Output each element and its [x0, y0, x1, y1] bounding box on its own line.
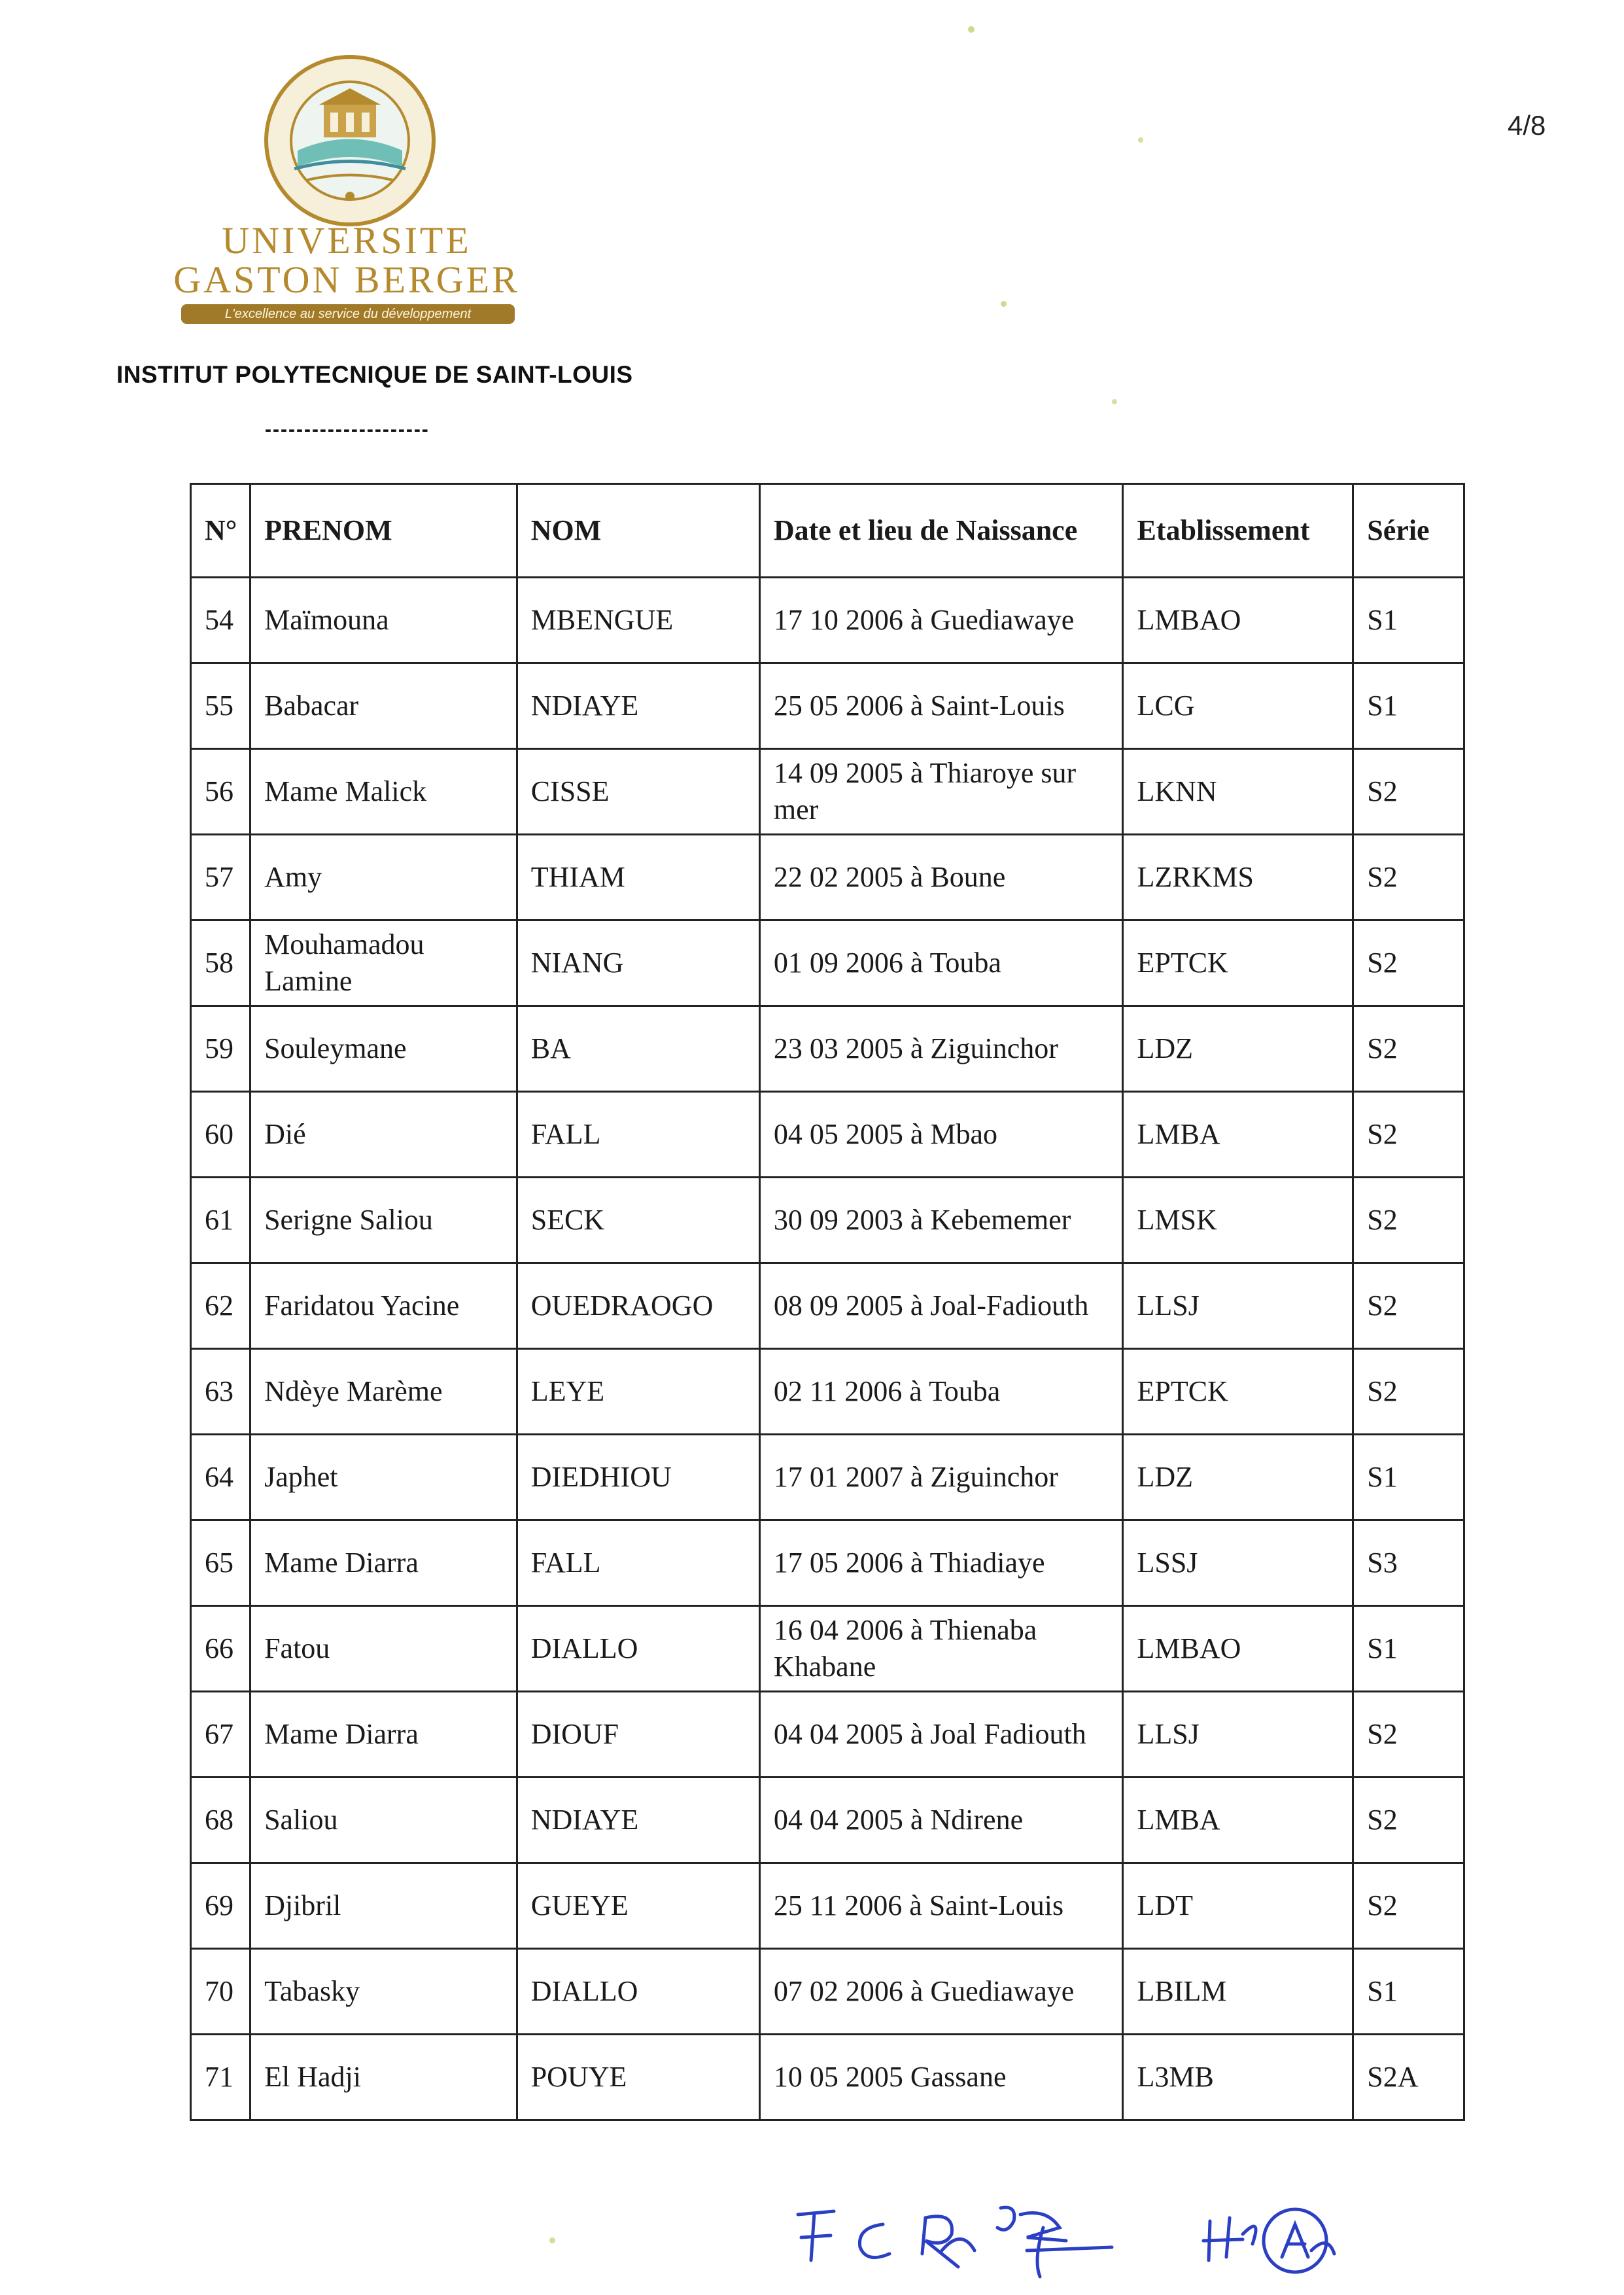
university-seal-icon — [262, 52, 438, 229]
cell-number: 57 — [191, 835, 251, 920]
cell-date-lieu-naissance: 14 09 2005 à Thiaroye sur mer — [759, 749, 1123, 835]
cell-serie: S1 — [1353, 578, 1464, 663]
scan-speck — [1001, 301, 1007, 307]
scan-speck — [1138, 137, 1143, 143]
cell-prenom: Amy — [251, 835, 517, 920]
university-logo — [173, 52, 520, 334]
handwritten-initials — [785, 2188, 1373, 2280]
cell-serie: S2 — [1353, 1263, 1464, 1349]
table-row — [191, 920, 1464, 1006]
logo-university-line-2: GASTON BERGER — [173, 258, 520, 301]
cell-number: 65 — [191, 1520, 251, 1606]
cell-date-lieu-naissance: 04 04 2005 à Joal Fadiouth — [759, 1692, 1123, 1778]
cell-etablissement: LDZ — [1123, 1006, 1353, 1092]
cell-prenom: Djibril — [251, 1863, 517, 1949]
cell-prenom: Mame Diarra — [251, 1692, 517, 1778]
cell-etablissement: LMBAO — [1123, 578, 1353, 663]
cell-nom: NDIAYE — [517, 663, 759, 749]
cell-number: 69 — [191, 1863, 251, 1949]
table-row — [191, 1435, 1464, 1520]
cell-nom: DIALLO — [517, 1949, 759, 2035]
cell-serie: S2 — [1353, 1092, 1464, 1178]
table-row — [191, 1178, 1464, 1263]
cell-etablissement: LMBA — [1123, 1778, 1353, 1863]
cell-etablissement: LLSJ — [1123, 1692, 1353, 1778]
cell-number: 56 — [191, 749, 251, 835]
cell-nom: NIANG — [517, 920, 759, 1006]
cell-serie: S3 — [1353, 1520, 1464, 1606]
student-roster-table — [190, 483, 1465, 2121]
cell-serie: S1 — [1353, 1949, 1464, 2035]
cell-date-lieu-naissance: 04 04 2005 à Ndirene — [759, 1778, 1123, 1863]
cell-date-lieu-naissance: 07 02 2006 à Guediawaye — [759, 1949, 1123, 2035]
cell-etablissement: EPTCK — [1123, 1349, 1353, 1435]
table-row — [191, 835, 1464, 920]
cell-serie: S1 — [1353, 1435, 1464, 1520]
cell-etablissement: LSSJ — [1123, 1520, 1353, 1606]
cell-prenom: Mouhamadou Lamine — [251, 920, 517, 1006]
cell-date-lieu-naissance: 17 10 2006 à Guediawaye — [759, 578, 1123, 663]
cell-etablissement: LMSK — [1123, 1178, 1353, 1263]
page-number: 4/8 — [1508, 110, 1546, 141]
table-header-row — [191, 484, 1464, 578]
cell-date-lieu-naissance: 04 05 2005 à Mbao — [759, 1092, 1123, 1178]
header-etablissement: Etablissement — [1123, 484, 1353, 578]
cell-date-lieu-naissance: 25 11 2006 à Saint-Louis — [759, 1863, 1123, 1949]
cell-date-lieu-naissance: 08 09 2005 à Joal-Fadiouth — [759, 1263, 1123, 1349]
separator-line: --------------------- — [265, 419, 430, 440]
cell-number: 67 — [191, 1692, 251, 1778]
cell-prenom: Faridatou Yacine — [251, 1263, 517, 1349]
cell-prenom: Dié — [251, 1092, 517, 1178]
cell-etablissement: EPTCK — [1123, 920, 1353, 1006]
table-body — [191, 578, 1464, 2120]
cell-nom: DIOUF — [517, 1692, 759, 1778]
cell-etablissement: LMBA — [1123, 1092, 1353, 1178]
cell-serie: S2 — [1353, 1863, 1464, 1949]
cell-prenom: Ndèye Marème — [251, 1349, 517, 1435]
scan-speck — [1112, 399, 1117, 404]
cell-etablissement: LBILM — [1123, 1949, 1353, 2035]
cell-serie: S2 — [1353, 1006, 1464, 1092]
cell-number: 60 — [191, 1092, 251, 1178]
cell-date-lieu-naissance: 16 04 2006 à Thienaba Khabane — [759, 1606, 1123, 1692]
cell-number: 62 — [191, 1263, 251, 1349]
table-row — [191, 1692, 1464, 1778]
cell-etablissement: LKNN — [1123, 749, 1353, 835]
cell-serie: S2 — [1353, 749, 1464, 835]
cell-prenom: Fatou — [251, 1606, 517, 1692]
cell-number: 59 — [191, 1006, 251, 1092]
cell-prenom: Maïmouna — [251, 578, 517, 663]
cell-date-lieu-naissance: 02 11 2006 à Touba — [759, 1349, 1123, 1435]
cell-nom: FALL — [517, 1092, 759, 1178]
cell-etablissement: LLSJ — [1123, 1263, 1353, 1349]
cell-prenom: Mame Diarra — [251, 1520, 517, 1606]
cell-etablissement: LZRKMS — [1123, 835, 1353, 920]
cell-number: 70 — [191, 1949, 251, 2035]
cell-prenom: Tabasky — [251, 1949, 517, 2035]
cell-etablissement: LDT — [1123, 1863, 1353, 1949]
scan-speck — [968, 26, 975, 33]
cell-number: 66 — [191, 1606, 251, 1692]
cell-serie: S2 — [1353, 920, 1464, 1006]
cell-date-lieu-naissance: 17 01 2007 à Ziguinchor — [759, 1435, 1123, 1520]
cell-date-lieu-naissance: 17 05 2006 à Thiadiaye — [759, 1520, 1123, 1606]
table-row — [191, 1778, 1464, 1863]
cell-serie: S2A — [1353, 2035, 1464, 2120]
cell-etablissement: LCG — [1123, 663, 1353, 749]
cell-date-lieu-naissance: 30 09 2003 à Kebememer — [759, 1178, 1123, 1263]
cell-prenom: Serigne Saliou — [251, 1178, 517, 1263]
cell-prenom: El Hadji — [251, 2035, 517, 2120]
cell-serie: S2 — [1353, 835, 1464, 920]
table-row — [191, 1606, 1464, 1692]
cell-number: 71 — [191, 2035, 251, 2120]
header-serie: Série — [1353, 484, 1464, 578]
table-row — [191, 1949, 1464, 2035]
cell-number: 55 — [191, 663, 251, 749]
table-row — [191, 1263, 1464, 1349]
header-nom: NOM — [517, 484, 759, 578]
cell-nom: BA — [517, 1006, 759, 1092]
table-row — [191, 1349, 1464, 1435]
cell-nom: SECK — [517, 1178, 759, 1263]
cell-serie: S1 — [1353, 1606, 1464, 1692]
table-row — [191, 1092, 1464, 1178]
scan-speck — [549, 2237, 555, 2243]
table-row — [191, 578, 1464, 663]
header-number: N° — [191, 484, 251, 578]
cell-etablissement: L3MB — [1123, 2035, 1353, 2120]
cell-number: 68 — [191, 1778, 251, 1863]
cell-etablissement: LMBAO — [1123, 1606, 1353, 1692]
cell-nom: CISSE — [517, 749, 759, 835]
cell-etablissement: LDZ — [1123, 1435, 1353, 1520]
cell-serie: S1 — [1353, 663, 1464, 749]
cell-prenom: Souleymane — [251, 1006, 517, 1092]
cell-serie: S2 — [1353, 1778, 1464, 1863]
cell-nom: NDIAYE — [517, 1778, 759, 1863]
cell-prenom: Saliou — [251, 1778, 517, 1863]
cell-serie: S2 — [1353, 1178, 1464, 1263]
logo-university-line-1: UNIVERSITE — [222, 219, 472, 262]
header-date-lieu-naissance: Date et lieu de Naissance — [759, 484, 1123, 578]
cell-nom: MBENGUE — [517, 578, 759, 663]
cell-nom: FALL — [517, 1520, 759, 1606]
table-row — [191, 749, 1464, 835]
cell-date-lieu-naissance: 01 09 2006 à Touba — [759, 920, 1123, 1006]
cell-nom: DIALLO — [517, 1606, 759, 1692]
table-row — [191, 2035, 1464, 2120]
institute-title: INSTITUT POLYTECNIQUE DE SAINT-LOUIS — [116, 361, 633, 388]
cell-nom: THIAM — [517, 835, 759, 920]
cell-date-lieu-naissance: 10 05 2005 Gassane — [759, 2035, 1123, 2120]
cell-number: 64 — [191, 1435, 251, 1520]
table-row — [191, 663, 1464, 749]
cell-number: 61 — [191, 1178, 251, 1263]
cell-nom: POUYE — [517, 2035, 759, 2120]
header-prenom: PRENOM — [251, 484, 517, 578]
cell-number: 58 — [191, 920, 251, 1006]
cell-nom: DIEDHIOU — [517, 1435, 759, 1520]
table-row — [191, 1520, 1464, 1606]
cell-nom: OUEDRAOGO — [517, 1263, 759, 1349]
table-row — [191, 1006, 1464, 1092]
cell-prenom: Mame Malick — [251, 749, 517, 835]
cell-prenom: Babacar — [251, 663, 517, 749]
cell-prenom: Japhet — [251, 1435, 517, 1520]
cell-nom: LEYE — [517, 1349, 759, 1435]
table-row — [191, 1863, 1464, 1949]
logo-tagline: L'excellence au service du développement — [181, 304, 515, 324]
cell-date-lieu-naissance: 22 02 2005 à Boune — [759, 835, 1123, 920]
cell-nom: GUEYE — [517, 1863, 759, 1949]
cell-number: 63 — [191, 1349, 251, 1435]
cell-serie: S2 — [1353, 1692, 1464, 1778]
cell-serie: S2 — [1353, 1349, 1464, 1435]
cell-number: 54 — [191, 578, 251, 663]
cell-date-lieu-naissance: 23 03 2005 à Ziguinchor — [759, 1006, 1123, 1092]
cell-date-lieu-naissance: 25 05 2006 à Saint-Louis — [759, 663, 1123, 749]
